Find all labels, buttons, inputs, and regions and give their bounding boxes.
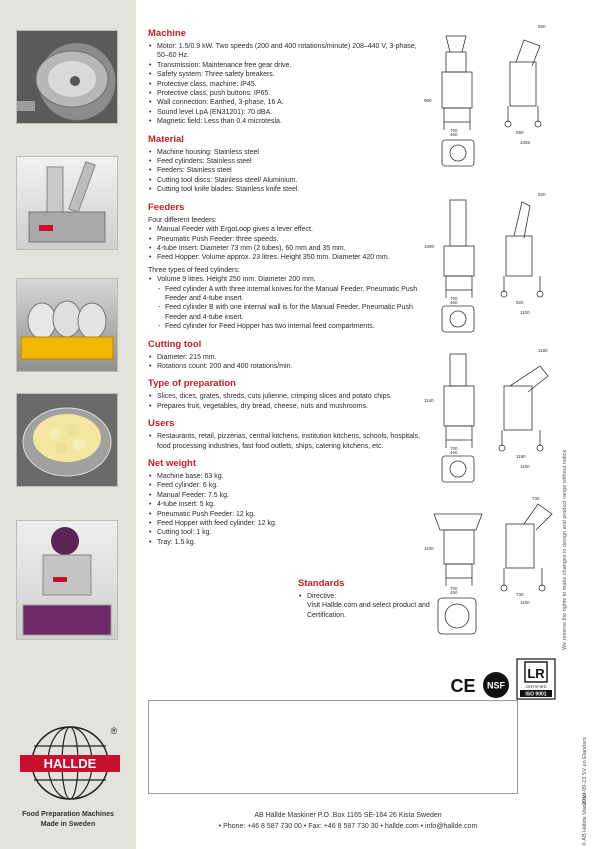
list-item: • Protective class, push buttons: IP65. [148,89,430,98]
cutting-tool-list [148,353,430,372]
list-item: • Diameter: 215 mm. [148,353,430,362]
standards-heading: Standards [298,578,345,589]
material-section [148,134,430,195]
list-item: • 4-tube Insert: Diameter 73 mm (2 tubes), 60 mm and 35 mm. [148,244,430,253]
iso-certified-text: CERTIFIED [525,684,547,689]
list-item: - Feed cylinder A with three internal knives for the Manual Feeder, Pneumatic Push Feeder and 4-tube insert. [148,285,430,304]
dim-d3-a: 1180 [538,348,548,353]
net-weight-list [148,472,293,547]
ce-mark-icon [448,672,478,698]
list-item: • Sound level LpA (EN31201): 70 dBA. [148,108,430,117]
red-cabbage-photo [16,520,118,640]
list-item: • 4-tube insert: 5 kg. [148,500,293,509]
feeders-intro: Four different feeders: [148,216,217,224]
list-item: • Prepares fruit, vegetables, dry bread, cheese, nuts and mushrooms. [148,402,430,411]
users-section [148,418,430,451]
dealer-stamp-box [148,700,518,794]
dim-d4-e: 460 [450,590,458,595]
tagline-line-2: Made in Sweden [40,821,96,828]
machine-list [148,42,430,127]
dim-d3-c: 1100 [520,464,530,469]
list-item: • Pneumatic Push Feeder: three speeds. [148,235,430,244]
list-item: • Cutting tool: 1 kg. [148,528,293,537]
list-item: • Pneumatic Push Feeder: 12 kg. [148,510,293,519]
list-item: • Feeders: Stainless steel [148,166,430,175]
users-heading: Users [148,418,175,430]
list-item: • Feed cylinder: 6 kg. [148,481,293,490]
logo-brand-text: HALLDE [43,756,97,771]
registered-mark: ® [110,726,118,736]
list-item: • Motor: 1.5/0.9 kW. Two speeds (200 and 400 rotations/minute) 208–440 V, 3-phase, 50–60 Hz. [148,42,430,61]
dim-d3-d: 1140 [424,398,434,403]
dim-d3-b: 1180 [516,454,526,459]
net-weight-section [148,458,293,547]
preparation-section [148,378,430,411]
sidebar [0,0,136,849]
feed-cylinders-list [148,275,430,284]
list-item: • Volume 9 litres. Height 250 mm. Diameter 200 mm. [148,275,430,284]
feeder-photo [16,156,118,250]
footer-address: AB Hällde Maskiner P.O .Box 1165 SE-164 26 Kista Sweden [254,812,442,819]
dim-d4-a: 730 [532,496,540,501]
feeder-illustration [17,157,117,249]
standards-list [298,592,433,601]
list-item: • Feed Hopper: Volume approx. 23 litres. Height 350 mm. Diameter 420 mm. [148,253,430,262]
iso-9001-certified-icon [516,658,556,700]
list-item: • Magnetic field: Less than 0.4 microtesla. [148,117,430,126]
feeders-heading: Feeders [148,201,185,213]
machine-bowl-photo [16,30,118,124]
dim-d1-a: 560 [538,24,546,29]
list-item: • Manual Feeder: 7.5 kg. [148,491,293,500]
machine-heading: Machine [148,28,187,39]
cutting-tool-heading: Cutting tool [148,338,202,350]
cutting-tools-illustration [17,279,117,371]
drawing-4-tube-insert [420,346,560,496]
list-item: • Rotations count: 200 and 400 rotations/min. [148,362,430,371]
machine-bowl-illustration [17,31,117,123]
list-item: • Machine housing: Stainless steel [148,148,430,157]
machine-section [148,28,430,127]
list-item: • Protective class, machine: IP45. [148,80,430,89]
dim-d1-e: 460 [450,132,458,137]
document-code: 2019-09-23 SV en Elanders [582,737,588,805]
list-item: • Safety system: Three safety breakers. [148,70,430,79]
ce-mark-text: CE [450,676,476,696]
dim-d4-b: 730 [516,592,524,597]
material-heading: Material [148,133,184,145]
dim-d2-b: 920 [516,300,524,305]
footer-contact: • Phone: +46 8 587 730 00 • Fax: +46 8 587 730 30 • hallde.com • info@hallde.com [218,823,478,830]
list-item: • Cutting tool discs: Stainless steel/ Aluminium. [148,176,430,185]
feed-cylinders-intro: Three types of feed cylinders: [148,266,240,274]
list-item: • Machine base: 63 kg. [148,472,293,481]
dim-d1-c: 1055 [520,140,531,145]
list-item: • Manual Feeder with ErgoLoop gives a lever effect. [148,225,430,234]
dim-d3-e: 460 [450,450,458,455]
dim-d3-f: 700 [450,446,458,451]
list-item: • Tray: 1.5 kg. [148,538,293,547]
list-item: • Slices, dices, grates, shreds, cuts julienne, crimping slices and potato chips. [148,392,430,401]
drawing-feed-hopper [420,494,560,644]
net-weight-heading: Net weight [148,458,197,469]
dim-d2-e: 460 [450,300,458,305]
list-item: • Transmission: Maintenance free gear drive. [148,61,430,70]
dim-d1-f: 700 [450,128,458,133]
users-list [148,432,430,451]
potatoes-illustration [17,394,117,486]
footer [148,810,548,832]
list-item: • Feed cylinders: Stainless steel [148,157,430,166]
standards-section [298,578,433,620]
nsf-mark-text: NSF [487,680,505,691]
standards-text: Visit Hallde.com and select product and Certification. [307,602,430,619]
dim-d2-c: 1100 [520,310,530,315]
rights-notice: We reserve the rights to make changes in design and product range without notice [562,449,568,650]
dim-d2-d: 1090 [424,244,435,249]
dim-d4-f: 700 [450,586,458,591]
dim-d1-b: 890 [516,130,524,135]
drawing-pneumatic-feeder [420,188,560,338]
hallde-logo [20,724,120,802]
spec-column [148,28,430,554]
drawing-manual-feeder [420,22,560,172]
list-item: • Cutting tool knife blades: Stainless knife steel. [148,185,430,194]
feeders-list [148,225,430,263]
svg-text:LR: LR [527,666,545,681]
dim-d4-c: 1100 [520,600,530,605]
potatoes-photo [16,393,118,487]
material-list [148,148,430,195]
list-item: - Feed cylinder for Feed Hopper has two internal feed compartments. [148,322,430,331]
feeders-section [148,202,430,332]
nsf-mark-icon [482,671,510,699]
list-item: • Directive: [298,592,433,601]
cutting-tool-section [148,339,430,372]
tagline-line-1: Food Preparation Machines [22,811,114,818]
feed-cylinders-sublist [148,285,430,332]
list-item: • Restaurants, retail, pizzerias, central kitchens, institution kitchens, schools, hospitals, food processing industries, fast food outlets, ships, catering kitchens, etc. [148,432,430,451]
list-item: • Feed Hopper with feed cylinder: 12 kg. [148,519,293,528]
dim-d2-f: 700 [450,296,458,301]
dim-d2-a: 920 [538,192,546,197]
preparation-list [148,392,430,411]
dim-d4-d: 1100 [424,546,434,551]
list-item: - Feed cylinder B with one internal wall is for the Manual Feeder, Pneumatic Push Feeder and 4-tube insert. [148,303,430,322]
dim-d1-d: 960 [424,98,432,103]
iso-9001-text: ISO 9001 [525,691,547,698]
copyright-notice: © AB Hällde Maskiner [582,792,588,846]
preparation-heading: Type of preparation [148,378,236,390]
red-cabbage-illustration [17,521,117,639]
tagline [8,810,128,830]
cutting-tools-photo [16,278,118,372]
list-item: • Wall connection: Earthed, 3-phase, 16 A. [148,98,430,107]
